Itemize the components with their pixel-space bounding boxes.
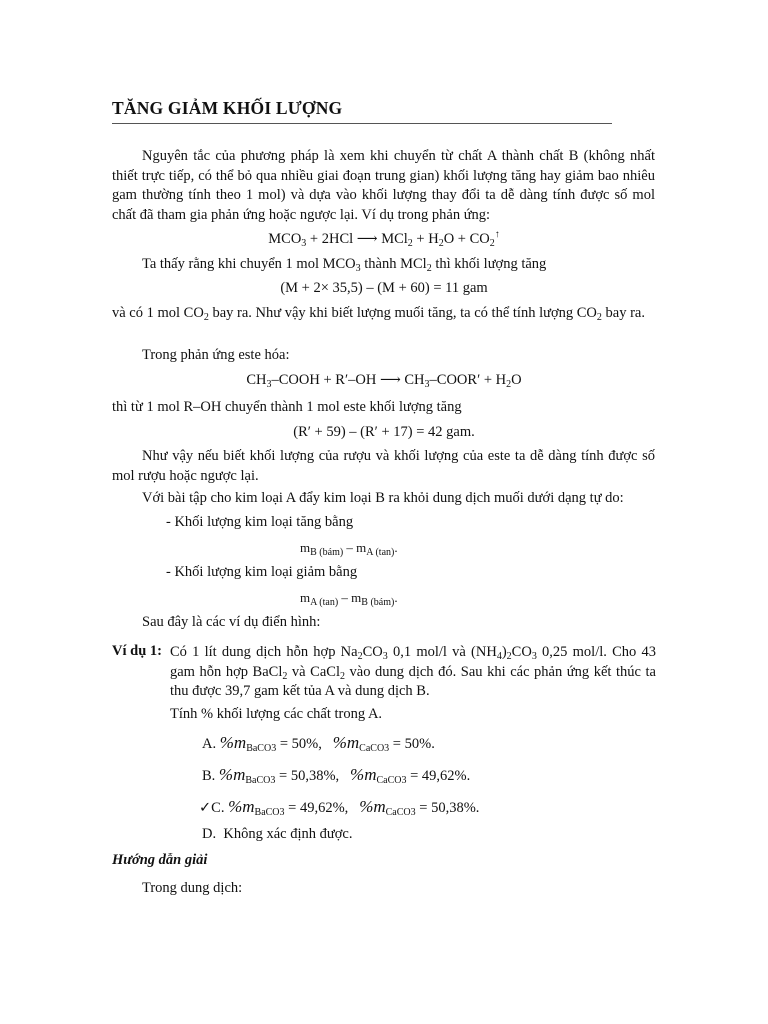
paragraph-5: thì từ 1 mol R–OH chuyển thành 1 mol este khối lượng tăng	[112, 399, 462, 415]
paragraph-3: và có 1 mol $CO_2$ bay ra. Như vậy khi biết lượng muối tăng, ta có thể tính lượng $CO_2$ bay ra.	[112, 305, 645, 323]
check-icon: ✓	[199, 800, 212, 816]
example-text: Có 1 lít dung dịch hỗn hợp $Na_2CO_3$ 0,1 mol/l và $(NH_4)_2CO_3$ 0,25 mol/l. Cho 43 gam hỗn hợp BaCl$_2$ và CaCl$_2$ vào dung dịch đó. Sau khi các phản ứng kết thúc ta thu được 39,7 gam kết tủa A và dung dịch B.	[170, 644, 656, 699]
bullet-decrease: - Khối lượng kim loại giảm bằng	[166, 564, 358, 580]
option-d: D. Không xác định được.	[202, 826, 353, 842]
equation-1: $MCO_3 + 2HCl$ ⟶ $MCl_2 + H_2O + CO_2^↑$	[268, 229, 500, 249]
equation-2: (M + 2× 35,5) – (M + 60) = 11 gam	[280, 280, 488, 296]
paragraph-6: Như vậy nếu biết khối lượng của rượu và khối lượng của este ta dễ dàng tính được số mol rượu hoặc ngược lại.	[112, 448, 655, 484]
bullet-increase: - Khối lượng kim loại tăng bằng	[166, 514, 354, 530]
option-c: ✓C. $\%m_{BaCO3} = 49,62\%$, $\%m_{CaCO3} = 50,38\%$.	[199, 797, 480, 818]
guide-text: Trong dung dịch:	[142, 880, 243, 896]
paragraph-4: Trong phản ứng este hóa:	[142, 347, 290, 363]
page-title: TĂNG GIẢM KHỐI LƯỢNG	[112, 98, 343, 118]
equation-3: $CH_3$–COOH + R′–OH ⟶ $CH_3-COOR' + H_2O$	[246, 372, 522, 390]
title-underline	[112, 123, 612, 124]
example-label: Ví dụ 1:	[112, 643, 162, 659]
option-b: B. $\%m_{BaCO3} = 50,38\%$, $\%m_{CaCO3} = 49,62\%$.	[202, 765, 471, 786]
paragraph-7: Với bài tập cho kim loại A đẩy kim loại B ra khỏi dung dịch muối dưới dạng tự do:	[142, 490, 624, 506]
equation-6: $m_{A (tan)} - m_{B (bám)}$.	[300, 590, 398, 608]
intro-paragraph: Nguyên tắc của phương pháp là xem khi chuyển từ chất A thành chất B (không nhất thiết trực tiếp, có thể bỏ qua nhiều giai đoạn trung gian) khối lượng tăng hay giảm bao nhiêu gam thường tính theo 1 mol) và dựa vào khối lượng thay đổi ta dễ dàng tính được số mol chất đã tham gia phản ứng hoặc ngược lại. Ví dụ trong phản ứng:	[112, 148, 655, 223]
equation-5: $m_{B (bám)} - m_{A (tan)}$.	[300, 540, 398, 558]
paragraph-8: Sau đây là các ví dụ điển hình:	[142, 614, 321, 630]
guide-title: Hướng dẫn giải	[112, 852, 208, 868]
example-question: Tính % khối lượng các chất trong A.	[170, 706, 383, 722]
paragraph-2: Ta thấy rằng khi chuyển 1 mol $MCO_3$ thành MCl$_2$ thì khối lượng tăng	[142, 256, 547, 274]
equation-4: (R′ + 59) – (R′ + 17) = 42 gam.	[293, 424, 475, 440]
option-a: A. $\%m_{BaCO3} = 50\%$, $\%m_{CaCO3} = 50\%$.	[202, 733, 435, 754]
